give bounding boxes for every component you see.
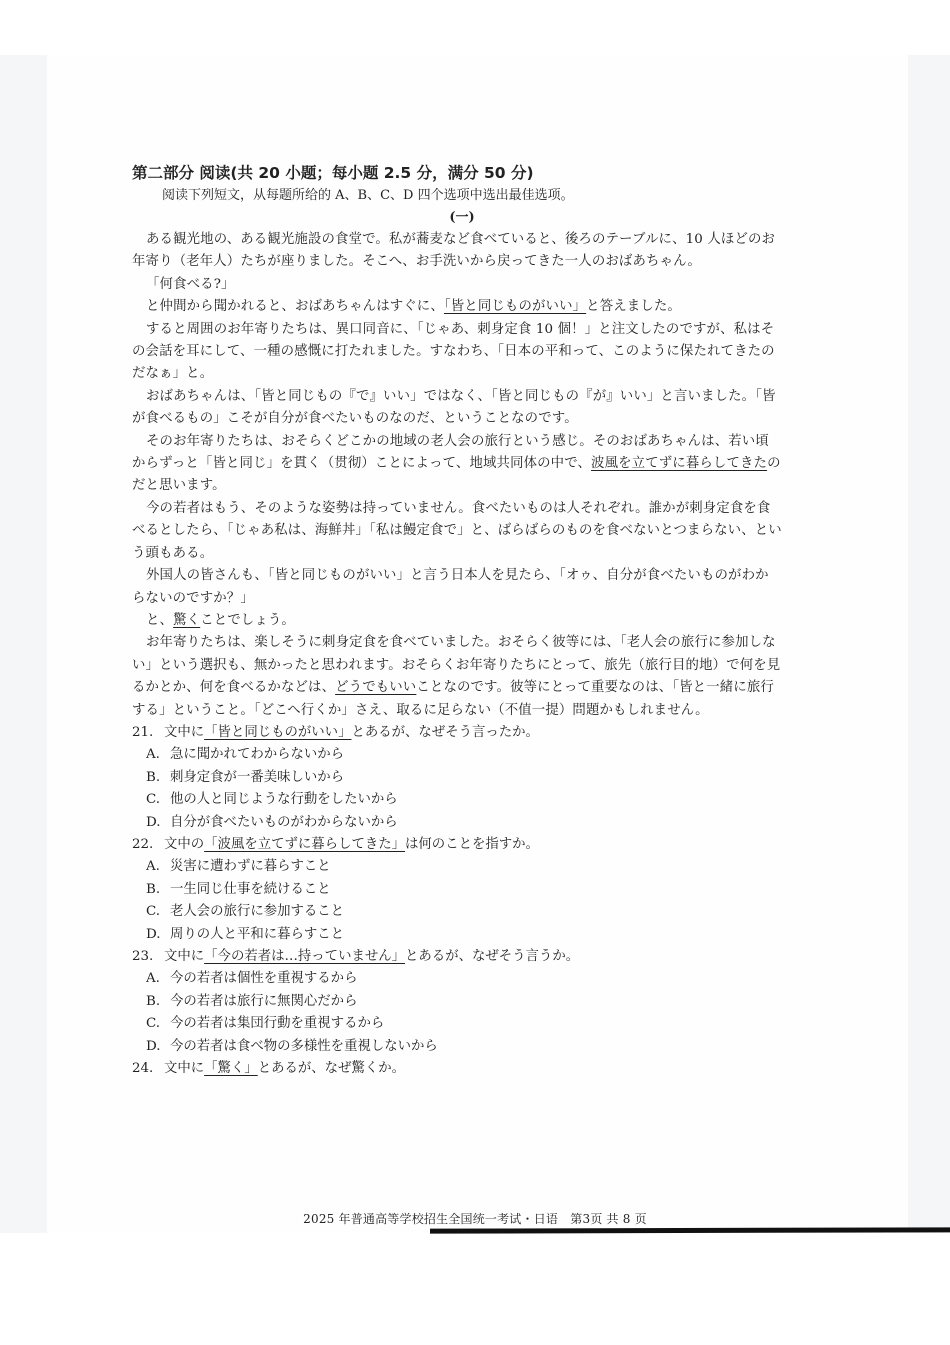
scanned-page-background bbox=[0, 55, 950, 1233]
question-list bbox=[132, 722, 782, 1081]
underlined-phrase: 波風を立てずに暮らしてきた bbox=[591, 456, 768, 472]
underlined-phrase: 「皆と同じものがいい」 bbox=[443, 299, 587, 315]
option-21-d[interactable]: D. 自分が食べたいものがわからないから bbox=[146, 814, 398, 830]
option-21-b[interactable]: B. 刺身定食が一番美味しいから bbox=[146, 769, 345, 785]
question-quote: 「今の若者は…持っていません」 bbox=[204, 949, 406, 964]
passage-paragraph: すると周囲のお年寄りたちは、異口同音に、「じゃあ、刺身定食 10 個！」と注文したのですが、私はその会話を耳にして、一種の感慨に打たれました。すなわち、「日本の平和って、このように保たれてきたのだなぁ」と。 bbox=[132, 321, 775, 382]
passage-paragraph: と仲間から聞かれると、おばあちゃんはすぐに、「皆と同じものがいい」と答えました。 bbox=[146, 299, 681, 315]
question-quote: 「波風を立てずに暮らしてきた」 bbox=[204, 836, 406, 852]
passage-paragraph: 今の若者はもう、そのような姿勢は持っていません。食べたいものは人それぞれ。誰かが刺身定食を食べるとしたら、「じゃあ私は、海鮮丼」「私は鰻定食で」と、ばらばらのものを食べないとつまらない、という頭もある。 bbox=[132, 500, 782, 561]
exam-content bbox=[132, 161, 782, 1080]
question-22: 22. 文中の「波風を立てずに暮らしてきた」は何のことを指すか。 bbox=[132, 836, 539, 852]
question-quote: 「皆と同じものがいい」 bbox=[204, 724, 352, 740]
option-21-a[interactable]: A. 急に聞かれてわからないから bbox=[146, 747, 345, 763]
reading-passage bbox=[132, 229, 782, 722]
passage-paragraph: おばあちゃんは、「皆と同じもの『で』いい」ではなく、「皆と同じもの『が』いい」と言いました。「皆が食べるもの」こそが自分が食べたいものなのだ、ということなのです。 bbox=[132, 388, 776, 427]
option-22-c[interactable]: C. 老人会の旅行に参加すること bbox=[146, 904, 345, 920]
passage-paragraph: お年寄りたちは、楽しそうに刺身定食を食べていました。おそらく彼等には、「老人会の旅行に参加しない」という選択も、無かったと思われます。おそらくお年寄りたちにとって、旅先（旅行目的地）で何を見るかとか、何を食べるかなどは、どうでもいいことなのです。彼等にとって重要なのは、「皆と一緒に旅行する」ということ。「どこへ行くか」さえ、取るに足らない（不值一提）問題かもしれません。 bbox=[132, 635, 781, 718]
underlined-phrase: 驚く bbox=[173, 612, 201, 628]
section-heading: 第二部分 阅读(共 20 小题；每小题 2.5 分，满分 50 分) bbox=[132, 164, 534, 182]
passage-paragraph: ある観光地の、ある観光施設の食堂で。私が蕎麦など食べていると、後ろのテーブルに、10 人ほどのお年寄り（老年人）たちが座りました。そこへ、お手洗いから戻ってきた一人のおばあちゃん。 bbox=[132, 232, 776, 270]
option-23-d[interactable]: D. 今の若者は食べ物の多様性を重視しないから bbox=[146, 1038, 438, 1054]
passage-paragraph: 外国人の皆さんも、「皆と同じものがいい」と言う日本人を見たら、「オゥ、自分が食べたいものがわからないのですか？」 bbox=[132, 568, 769, 606]
option-22-b[interactable]: B. 一生同じ仕事を続けること bbox=[146, 881, 331, 897]
passage-paragraph: と、驚くことでしょう。 bbox=[146, 612, 295, 628]
page-footer: 2025 年普通高等学校招生全国统一考试・日语 第3页 共 8 页 bbox=[303, 1212, 647, 1226]
passage-paragraph: 「何食べる?」 bbox=[146, 276, 235, 292]
question-21: 21. 文中に「皆と同じものがいい」とあるが、なぜそう言ったか。 bbox=[132, 724, 539, 740]
option-22-d[interactable]: D. 周りの人と平和に暮らすこと bbox=[146, 926, 345, 942]
underlined-phrase: どうでもいい bbox=[335, 680, 417, 696]
option-22-a[interactable]: A. 災害に遭わずに暮らすこと bbox=[146, 859, 331, 875]
instructions: 阅读下列短文，从每题所给的 A、B、C、D 四个选项中选出最佳选项。 bbox=[162, 188, 574, 203]
question-quote: 「驚く」 bbox=[204, 1061, 258, 1077]
option-21-c[interactable]: C. 他の人と同じような行動をしたいから bbox=[146, 792, 398, 808]
question-23: 23. 文中に「今の若者は…持っていません」とあるが、なぜそう言うか。 bbox=[132, 949, 580, 964]
option-23-c[interactable]: C. 今の若者は集団行動を重視するから bbox=[146, 1016, 385, 1032]
question-24: 24. 文中に「驚く」とあるが、なぜ驚くか。 bbox=[132, 1061, 406, 1077]
passage-paragraph: そのお年寄りたちは、おそらくどこかの地域の老人会の旅行という感じ。そのおばあちゃんは、若い頃からずっと「皆と同じ」を貫く（贯彻）ことによって、地域共同体の中で、波風を立てずに暮らしてきたのだと思います。 bbox=[132, 433, 781, 494]
passage-number: (一) bbox=[449, 210, 475, 225]
option-23-a[interactable]: A. 今の若者は個性を重視するから bbox=[146, 971, 358, 987]
option-23-b[interactable]: B. 今の若者は旅行に無関心だから bbox=[146, 993, 358, 1009]
